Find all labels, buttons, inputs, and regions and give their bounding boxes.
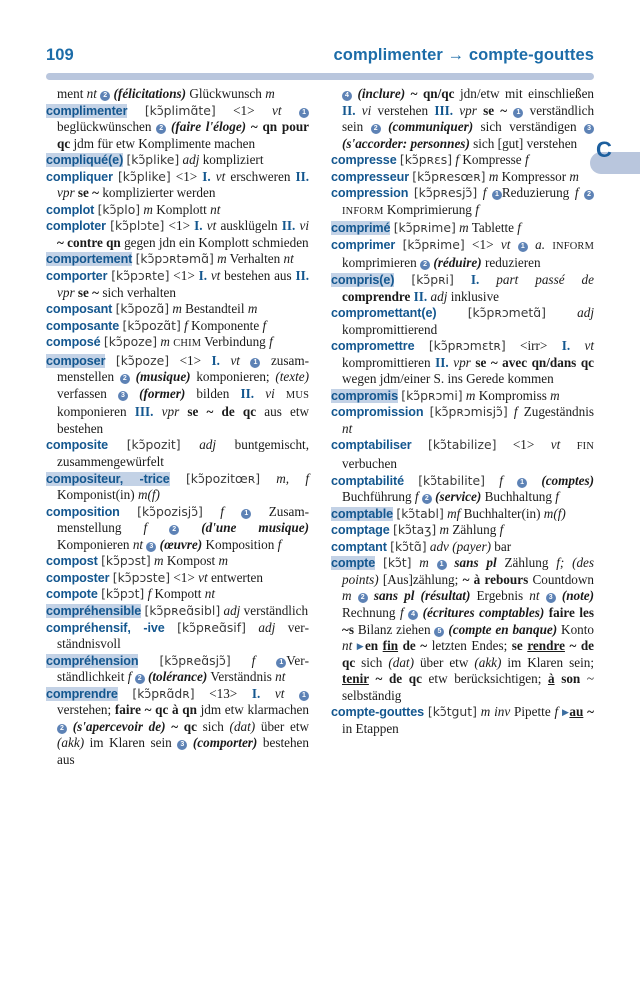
entry-complot[interactable]: complot [kɔ̃plo] m Komplott nt (46, 201, 221, 217)
entry-compromettre[interactable]: compromettre [kɔ̃pʀɔmɛtʀ] <irr> I. vt kompromittieren II. vpr se ~ avec qn/dans qc wegen jdm/einer S. ins Gerede kommen (331, 338, 595, 387)
entry-composter[interactable]: composter [kɔ̃pɔste] <1> vt entwerten (46, 569, 263, 585)
entry-complimenter[interactable]: complimenter [kɔ̃plimɑ̃te] <1> vt 1 beglückwünschen 2 (faire l'éloge) ~ qn pour qc jdm für etw Komplimente machen (46, 102, 310, 151)
thumb-index-tab[interactable] (590, 137, 640, 174)
entry-compte[interactable]: compte [kɔ̃t] m 1 sans pl Zählung f; (des points) [Aus]zählung; ~ à rebours Countdown m 2 sans pl (résultat) Ergebnis nt 3 (note) Rechnung f 4 (écritures comptables) faire les ~s Bilanz ziehen 5 (compte en banque) Konto nt ▶en fin de ~ letzten Endes; se rendre ~ de qc sich (dat) über etw (akk) im Klaren sein; tenir ~ de qc etw berücksichtigen; à son ~ selbständig (331, 555, 595, 703)
entry-comptage[interactable]: comptage [kɔ̃taʒ] m Zählung f (331, 522, 504, 538)
entry-comprehension[interactable]: compréhension [kɔ̃pʀeɑ̃sjɔ̃] f 1 Verständlichkeit f 2 (tolérance) Verständnis nt (46, 652, 310, 685)
entry-comprehensif[interactable]: compréhensif, -ive [kɔ̃pʀeɑ̃sif] adj verständnisvoll (46, 619, 310, 652)
thumb-index-letter: C (596, 137, 612, 162)
entry-compromis[interactable]: compromis [kɔ̃pʀɔmi] m Kompromiss m (331, 387, 560, 403)
entry-composition[interactable]: composition [kɔ̃pozisjɔ̃] f 1 Zusammenstellung f 2 (d'une musique) Komponieren nt 3 (œuvre) Komposition f (46, 503, 309, 552)
entry-comprendre[interactable]: comprendre [kɔ̃pʀɑ̃dʀ] <13> I. vt 1 verstehen; faire ~ qc à qn jdm etw klarmachen 2 (s'apercevoir de) ~ qc sich (dat) über etw (akk) im Klaren sein 3 (comporter) bestehen aus (46, 685, 310, 767)
right-column (331, 86, 594, 966)
entry-compromission[interactable]: compromission [kɔ̃pʀɔmisjɔ̃] f Zugeständnis nt (331, 404, 595, 436)
entry-composite[interactable]: composite [kɔ̃pozit] adj buntgemischt, zusammengewürfelt (46, 437, 309, 470)
entry-comploter[interactable]: comploter [kɔ̃plɔte] <1> I. vt ausklügeln II. vi ~ contre qn gegen jdn ein Komplott schmieden (46, 218, 309, 250)
entry-compresseur[interactable]: compresseur [kɔ̃pʀesœʀ] m Kompressor m (331, 168, 579, 184)
entry-compliment-cont: ment nt 2 (félicitations) Glückwunsch m (57, 86, 275, 101)
entry-comptabilite[interactable]: comptabilité [kɔ̃tabilite] f 1 (comptes) Buchführung f 2 (service) Buchhaltung f (331, 472, 595, 505)
folio-number: 109 (46, 46, 74, 64)
entry-compresse[interactable]: compresse [kɔ̃pʀɛs] f Kompresse f (331, 152, 529, 168)
entry-comptable[interactable]: comptable [kɔ̃tabl] mf Buchhalter(in) m(f) (331, 505, 566, 521)
entry-comprehensible[interactable]: compréhensible [kɔ̃pʀeɑ̃sibl] adj verständlich (46, 602, 309, 618)
entry-composer[interactable]: composer [kɔ̃poze] <1> I. vt 1 zusammenstellen 2 (musique) komponieren; (texte) verfassen 3 (former) bilden II. vi MUS komponieren III. vpr se ~ de qc aus etw bestehen (46, 352, 310, 436)
entry-compromettant[interactable]: compromettant(e) [kɔ̃pʀɔmetɑ̃] adj kompromittierend (331, 305, 595, 337)
entry-comportement[interactable]: comportement [kɔ̃pɔʀtəmɑ̃] m Verhalten nt (46, 251, 294, 267)
entry-compression[interactable]: compression [kɔ̃pʀesjɔ̃] f 1 Reduzierung f 2 INFORM Komprimierung f (331, 185, 594, 220)
entry-compose[interactable]: composé [kɔ̃poze] m CHIM Verbindung f (46, 334, 273, 350)
entry-compote[interactable]: compote [kɔ̃pɔt] f Kompott nt (46, 586, 215, 602)
entry-comprime[interactable]: comprimé [kɔ̃pʀime] m Tablette f (331, 220, 521, 236)
entry-compris[interactable]: compris(e) [kɔ̃pʀi] I. part passé de comprendre II. adj inklusive (331, 272, 594, 304)
header-rule (46, 73, 594, 80)
entry-compositeur[interactable]: compositeur, -trice [kɔ̃pozitœʀ] m, f Komponist(in) m(f) (46, 470, 310, 503)
entry-comptabiliser[interactable]: comptabiliser [kɔ̃tabilize] <1> vt FIN verbuchen (331, 437, 595, 472)
page-header (46, 46, 594, 65)
entry-comprendre-cont: 4 (inclure) ~ qn/qc jdn/etw mit einschließen II. vi verstehen III. vpr se ~ 1 verständlich sein 2 (communiquer) sich verständigen 3 (s'accorder: personnes) sich [gut] verstehen (342, 86, 595, 151)
entry-compost[interactable]: compost [kɔ̃pɔst] m Kompost m (46, 553, 229, 569)
entry-complique[interactable]: compliqué(e) [kɔ̃plike] adj kompliziert (46, 152, 264, 168)
running-head: complimenter → compte-gouttes (333, 46, 594, 64)
entry-compte-gouttes[interactable]: compte-gouttes [kɔ̃tgut] m inv Pipette f ▶au ~ in Etappen (331, 704, 595, 736)
left-column (46, 86, 309, 966)
entry-composante[interactable]: composante [kɔ̃pozɑ̃t] f Komponente f (46, 317, 267, 333)
columns-container (46, 86, 594, 966)
entry-comptant[interactable]: comptant [kɔ̃tɑ̃] adv (payer) bar (331, 538, 512, 554)
entry-comporter[interactable]: comporter [kɔ̃pɔʀte] <1> I. vt bestehen aus II. vpr se ~ sich verhalten (46, 268, 310, 300)
entry-composant[interactable]: composant [kɔ̃pozɑ̃] m Bestandteil m (46, 301, 258, 317)
entry-comprimer[interactable]: comprimer [kɔ̃pʀime] <1> vt 1 a. INFORM komprimieren 2 (réduire) reduzieren (331, 236, 595, 271)
entry-compliquer[interactable]: compliquer [kɔ̃plike] <1> I. vt erschweren II. vpr se ~ komplizierter werden (46, 168, 310, 201)
